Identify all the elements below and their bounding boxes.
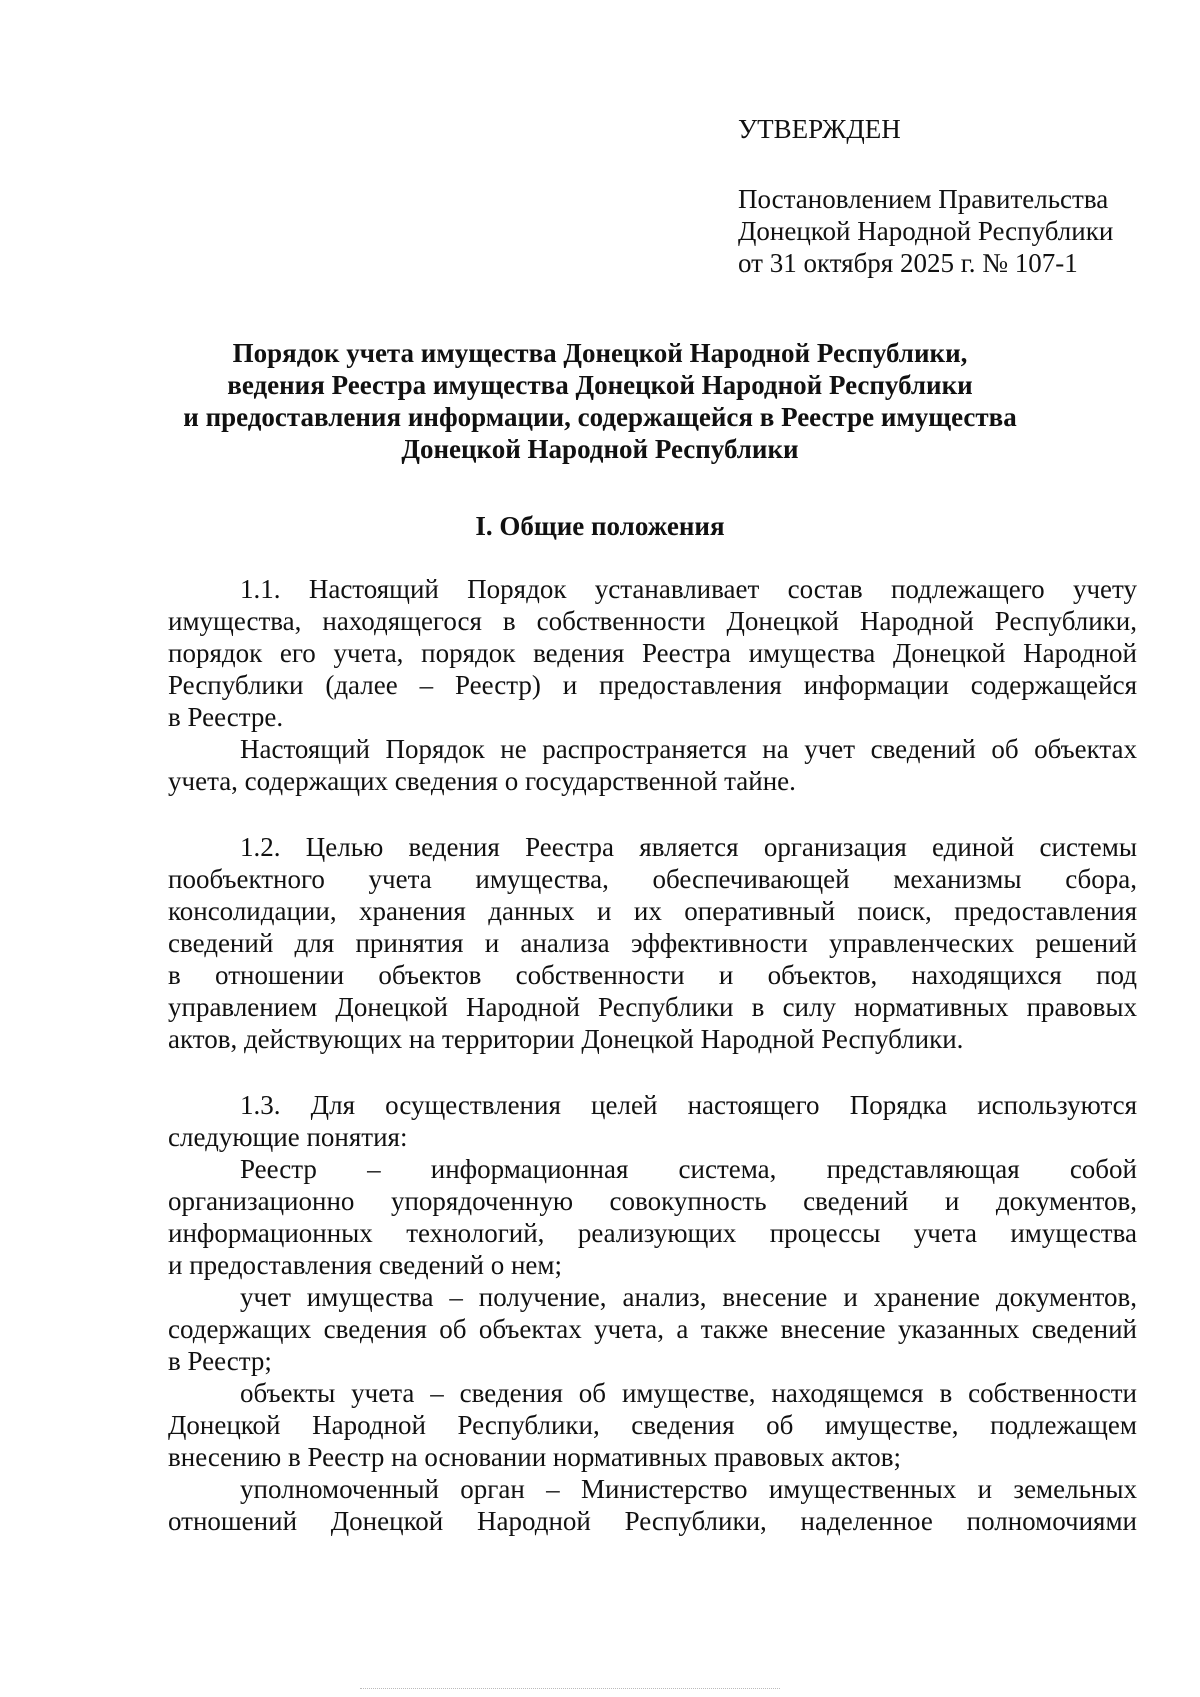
text-line: консолидации, хранения данных и их оперативный поиск, предоставления	[168, 896, 1137, 926]
text-line: 1.3. Для осуществления целей настоящего Порядка используются	[240, 1090, 1137, 1120]
text-line: организационно упорядоченную совокупность сведений и документов,	[168, 1186, 1137, 1216]
paragraph-1-1-note	[168, 733, 1137, 797]
text-line: Республики (далее – Реестр) и предоставления информации содержащейся	[168, 670, 1137, 700]
text-line: управлением Донецкой Народной Республики в силу нормативных правовых	[168, 992, 1137, 1022]
definition-authorized-body	[168, 1473, 1137, 1537]
approval-stamp: УТВЕРЖДЕН	[738, 114, 901, 144]
text-line: уполномоченный орган – Министерство имущественных и земельных	[240, 1474, 1137, 1504]
text-line: 1.1. Настоящий Порядок устанавливает состав подлежащего учету	[240, 574, 1137, 604]
title-line: Порядок учета имущества Донецкой Народной Республики,	[232, 338, 968, 368]
paragraph-1-1	[168, 573, 1137, 733]
definition-property-accounting	[168, 1281, 1137, 1377]
approval-line: Донецкой Народной Республики	[738, 216, 1114, 246]
text-line: 1.2. Целью ведения Реестра является организация единой системы	[240, 832, 1137, 862]
text-line: следующие понятия:	[168, 1122, 408, 1152]
text-line: порядок его учета, порядок ведения Реестра имущества Донецкой Народной	[168, 638, 1137, 668]
text-line: учета, содержащих сведения о государственной тайне.	[168, 766, 796, 796]
text-line: отношений Донецкой Народной Республики, наделенное полномочиями	[168, 1506, 1137, 1536]
title-line: Донецкой Народной Республики	[401, 434, 799, 464]
text-line: и предоставления сведений о нем;	[168, 1250, 562, 1280]
document-body	[168, 573, 1137, 1537]
text-line: сведений для принятия и анализа эффективности управленческих решений	[168, 928, 1137, 958]
text-line: информационных технологий, реализующих процессы учета имущества	[168, 1218, 1137, 1248]
approval-block	[738, 113, 1158, 279]
definition-accounting-objects	[168, 1377, 1137, 1473]
paragraph-1-2	[168, 831, 1137, 1055]
scan-artifact	[360, 1688, 780, 1692]
paragraph-1-3	[168, 1089, 1137, 1153]
text-line: в Реестр;	[168, 1346, 272, 1376]
text-line: Реестр – информационная система, представляющая собой	[240, 1154, 1137, 1184]
definition-registry	[168, 1153, 1137, 1281]
text-line: объекты учета – сведения об имуществе, находящемся в собственности	[240, 1378, 1137, 1408]
text-line: Настоящий Порядок не распространяется на учет сведений об объектах	[240, 734, 1137, 764]
title-line: и предоставления информации, содержащейся в Реестре имущества	[183, 402, 1017, 432]
text-line: в Реестре.	[168, 702, 284, 732]
text-line: в отношении объектов собственности и объектов, находящихся под	[168, 960, 1137, 990]
section-heading: I. Общие положения	[475, 511, 725, 541]
text-line: пообъектного учета имущества, обеспечивающей механизмы сбора,	[168, 864, 1137, 894]
text-line: внесению в Реестр на основании нормативных правовых актов;	[168, 1442, 902, 1472]
text-line: учет имущества – получение, анализ, внесение и хранение документов,	[240, 1282, 1137, 1312]
text-line: имущества, находящегося в собственности Донецкой Народной Республики,	[168, 606, 1137, 636]
text-line: актов, действующих на территории Донецкой Народной Республики.	[168, 1024, 964, 1054]
title-line: ведения Реестра имущества Донецкой Народной Республики	[227, 370, 973, 400]
text-line: Донецкой Народной Республики, сведения об имуществе, подлежащем	[168, 1410, 1137, 1440]
approval-line: Постановлением Правительства	[738, 184, 1109, 214]
approval-line: от 31 октября 2025 г. № 107-1	[738, 248, 1078, 278]
document-title	[150, 337, 1050, 465]
text-line: содержащих сведения об объектах учета, а также внесение указанных сведений	[168, 1314, 1137, 1344]
